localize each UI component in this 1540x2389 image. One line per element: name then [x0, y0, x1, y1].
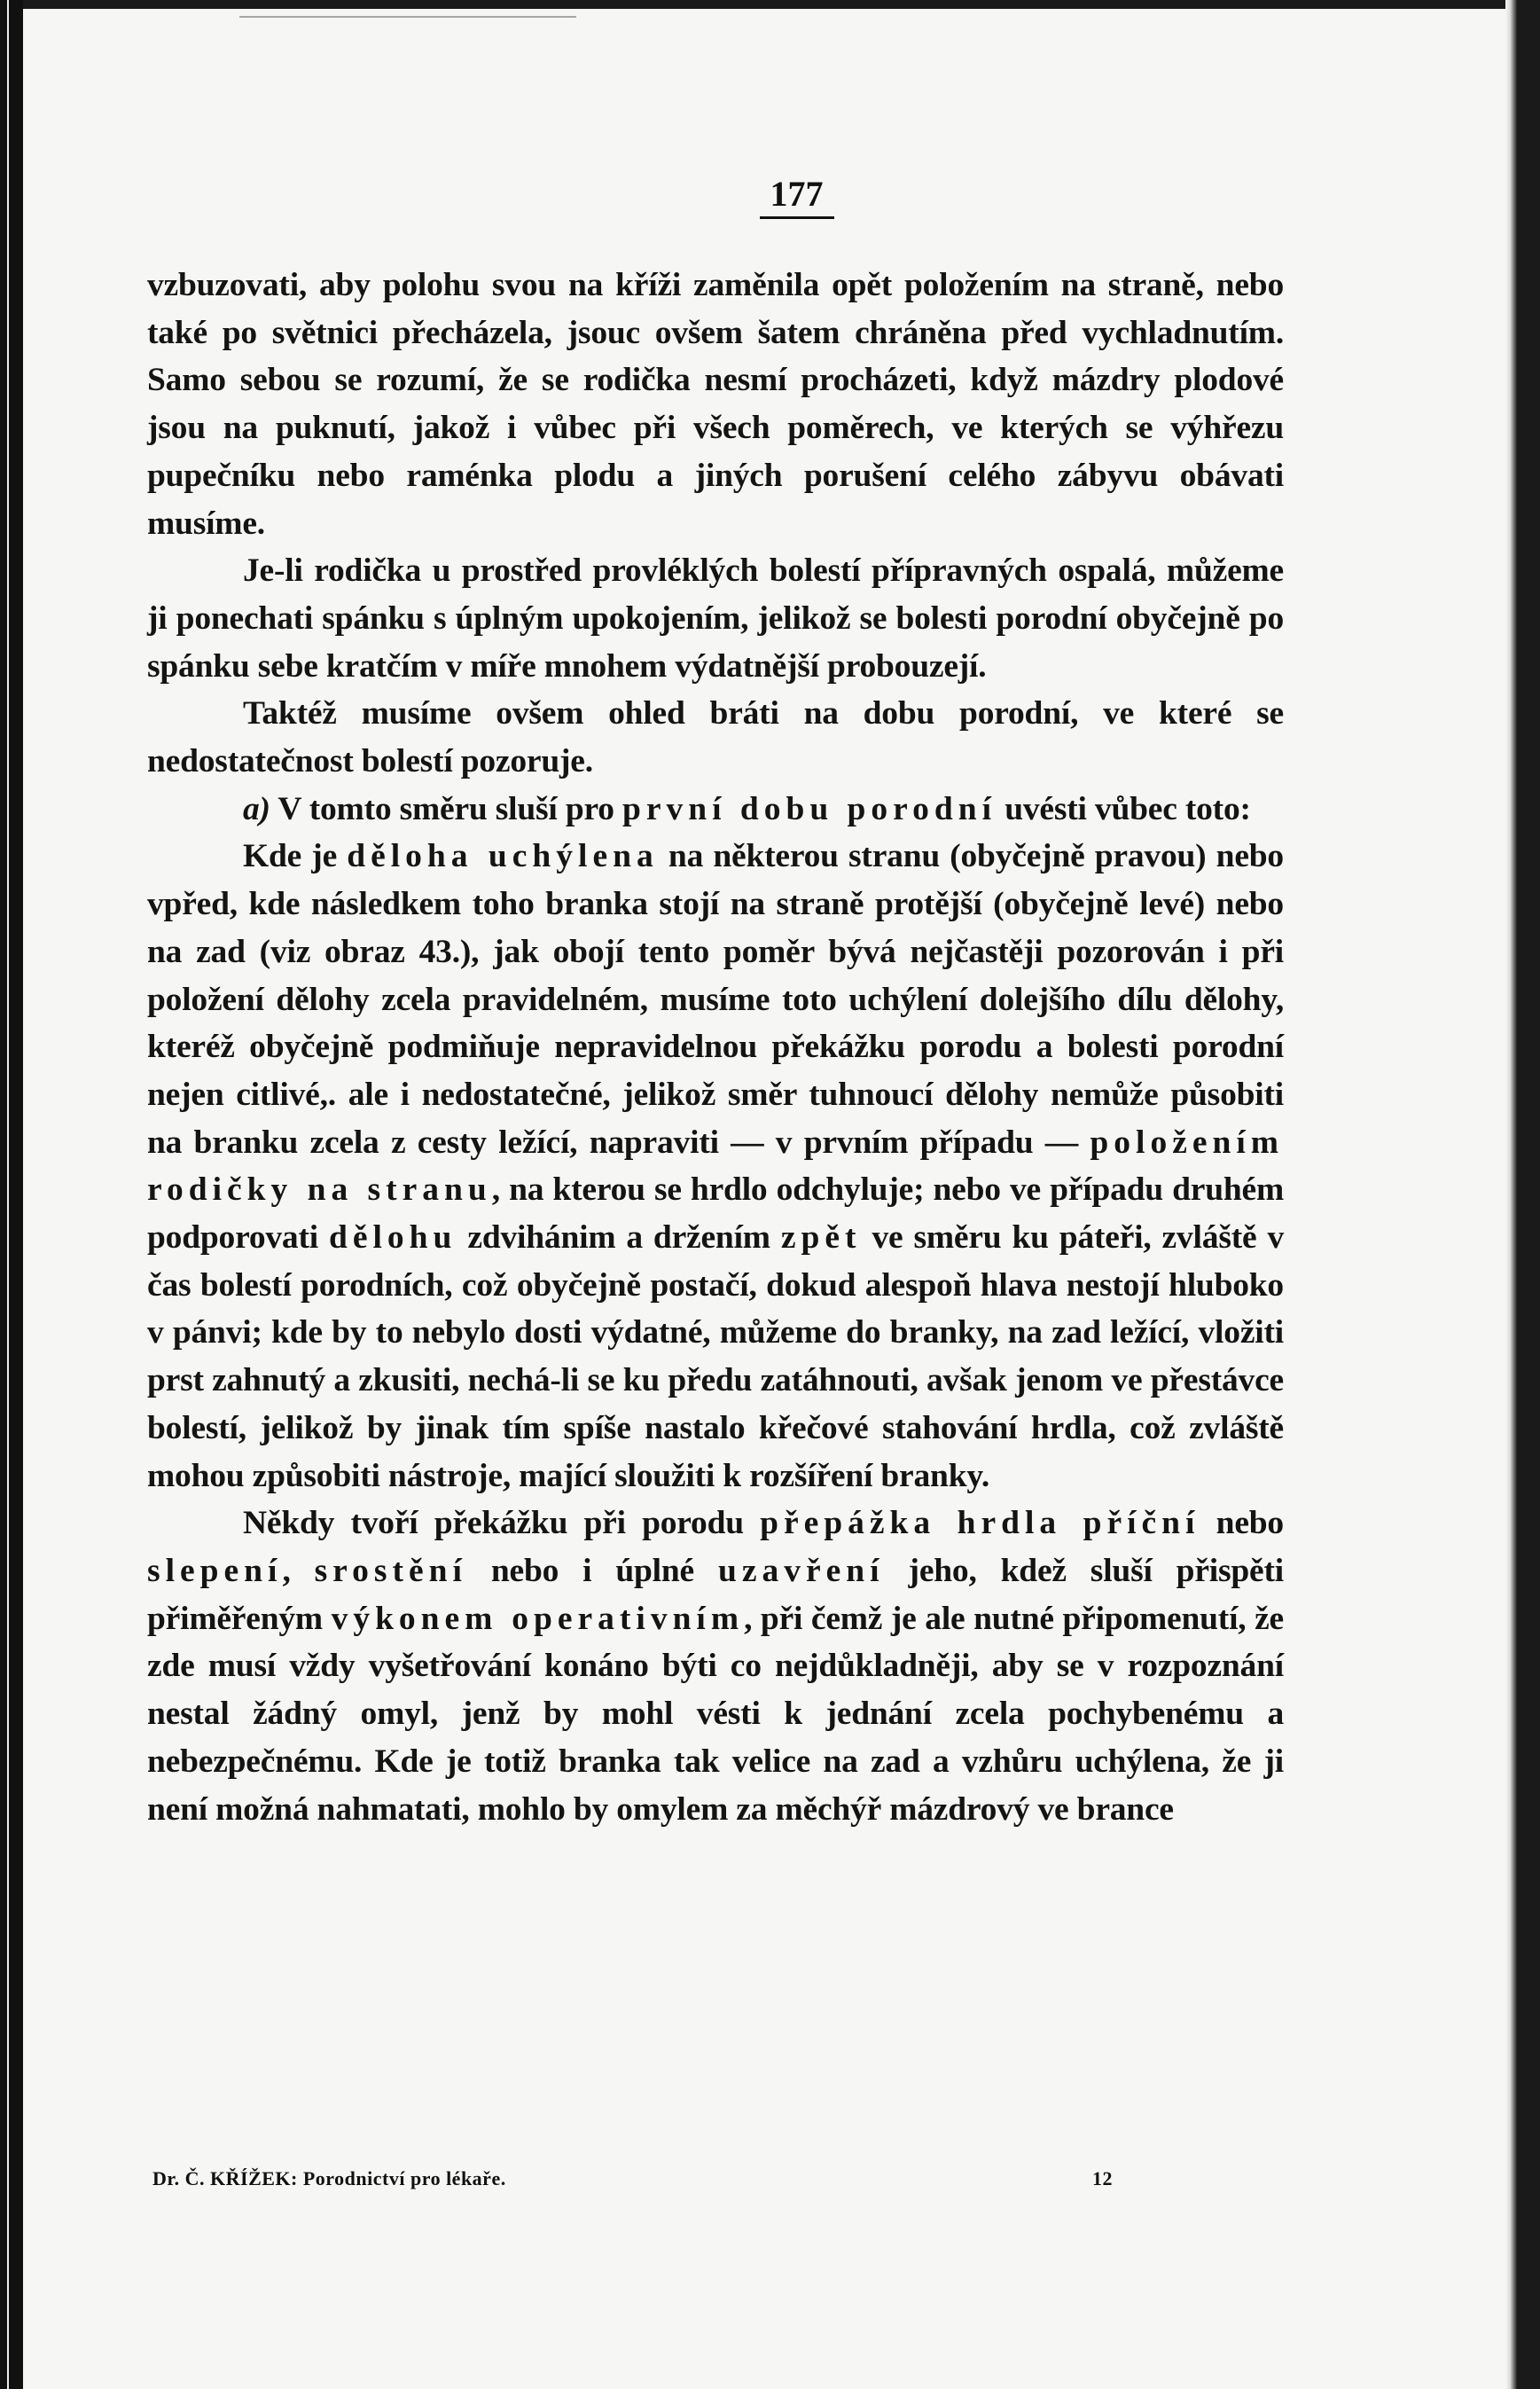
page-footer	[152, 2167, 1128, 2190]
pencil-mark	[239, 16, 576, 23]
paragraph-6: Někdy tvoří překážku při porodu přepážka hrdla příční nebo slepení, srostění nebo i úplné uzavření jeho, kdež sluší přispěti přiměřeným výkonem operativním, při čemž je ale nutné připomenutí, že zde musí vždy vyšetřování konáno býti co nejdůkladněji, aby se v rozpoznání nestal žádný omyl, jenž by mohl vésti k jednání zcela pochybenému a nebezpečnému. Kde je totiž branka tak velice na zad a vzhůru uchýlena, že ji není možná nahmatati, mohlo by omylem za měchýř mázdrový ve brance	[147, 1505, 1284, 1828]
footer-title: Dr. Č. KŘÍŽEK: Porodnictví pro lékaře.	[152, 2167, 506, 2189]
scan-left-edge	[0, 0, 23, 2389]
signature-mark: 12	[1092, 2167, 1113, 2189]
body-text	[147, 262, 1284, 1833]
paragraph-4: a) V tomto směru sluší pro první dobu porodní uvésti vůbec toto:	[243, 790, 1251, 827]
paragraph-3: Taktéž musíme ovšem ohled bráti na dobu porodní, ve které se nedostatečnost bolestí pozoruje.	[147, 695, 1284, 780]
paragraph-1: vzbuzovati, aby polohu svou na kříži zaměnila opět položením na straně, nebo také po světnici přecházela, jsouc ovšem šatem chráněna před vychladnutím. Samo sebou se rozumí, že se rodička nesmí procházeti, když mázdry plodové jsou na puknutí, jakož i vůbec při všech poměrech, ve kterých se výhřezu pupečníku nebo raménka plodu a jiných porušení celého zábyvu obávati musíme.	[147, 267, 1284, 542]
scan-right-edge	[1505, 0, 1517, 2389]
paragraph-5: Kde je děloha uchýlena na některou stranu (obyčejně pravou) nebo vpřed, kde následkem toho branka stojí na straně protější (obyčejně levé) nebo na zad (viz obraz 43.), jak obojí tento poměr bývá nejčastěji pozorován i při položení dělohy zcela pravidelném, musíme toto uchýlení dolejšího dílu dělohy, kteréž obyčejně podmiňuje nepravidelnou překážku porodu a bolesti porodní nejen citlivé,. ale i nedostatečné, jelikož směr tuhnoucí dělohy nemůže působiti na branku zcela z cesty ležící, napraviti — v prvním případu — položením rodičky na stranu, na kterou se hrdlo odchyluje; nebo ve případu druhém podporovati dělohu zdvihánim a držením zpět ve směru ku páteři, zvláště v čas bolestí porodních, což obyčejně postačí, dokud alespoň hlava nestojí hluboko v pánvi; kde by to nebylo dosti výdatné, můžeme do branky, na zad ležící, vložiti prst zahnutý a zkusiti, nechá-li se ku předu zatáhnouti, avšak jenom ve přestávce bolestí, jelikož by jinak tím spíše nastalo křečové stahování hrdla, což zvláště mohou způsobiti nástroje, mající sloužiti k rozšíření branky.	[147, 838, 1284, 1494]
page-number: 177	[0, 173, 1540, 219]
paragraph-2: Je-li rodička u prostřed provléklých bolestí přípravných ospalá, můžeme ji ponechati spánku s úplným upokojením, jelikož se bolesti porodní obyčejně po spánku sebe kratčím v míře mnohem výdatnější probouzejí.	[147, 552, 1284, 685]
